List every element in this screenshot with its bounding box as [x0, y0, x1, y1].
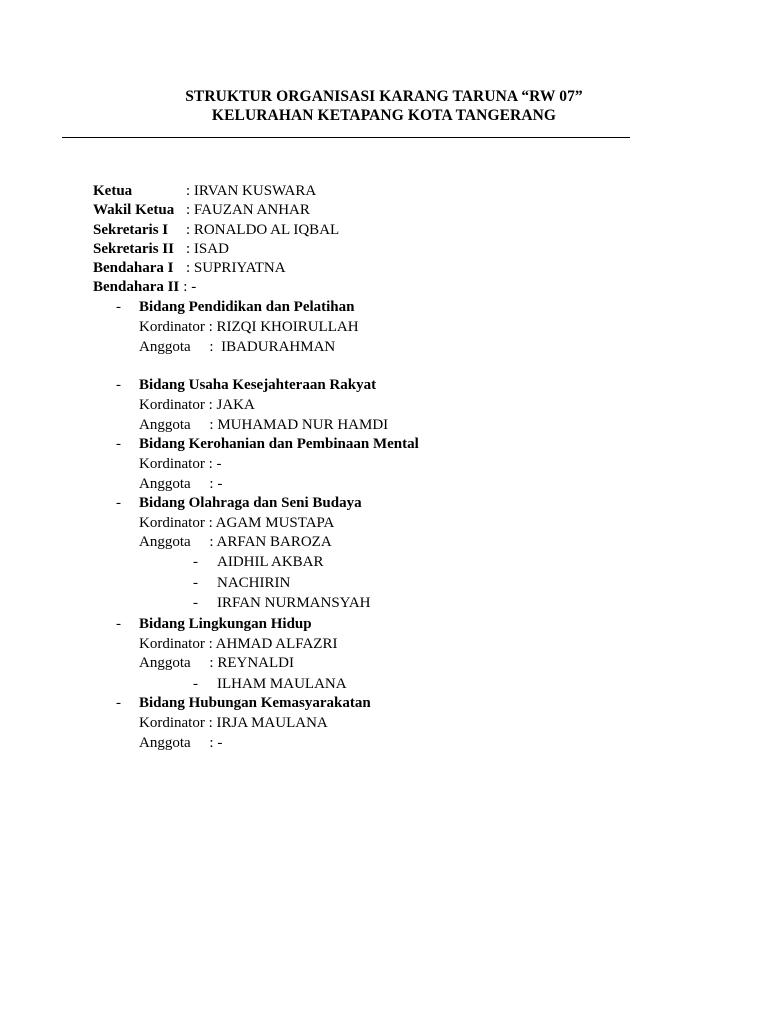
anggota-extra: IRFAN NURMANSYAH: [217, 595, 371, 611]
officer-label: Wakil Ketua: [93, 202, 175, 218]
list-bullet: -: [116, 377, 121, 393]
bidang-anggota: Anggota : IBADURAHMAN: [139, 339, 336, 355]
officer-label: Sekretaris II: [93, 241, 174, 257]
bidang-title: Bidang Pendidikan dan Pelatihan: [139, 299, 355, 315]
list-bullet: -: [193, 676, 198, 692]
bidang-koordinator: Kordinator : RIZQI KHOIRULLAH: [139, 319, 359, 335]
officer-value: : FAUZAN ANHAR: [186, 202, 310, 218]
document-subtitle: KELURAHAN KETAPANG KOTA TANGERANG: [211, 107, 557, 124]
officer-label: Bendahara I: [93, 260, 174, 276]
officer-row-bendahara-1: [93, 259, 286, 278]
officer-value: : ISAD: [186, 241, 229, 257]
bidang-koordinator: Kordinator : AGAM MUSTAPA: [139, 515, 335, 531]
bidang-title: Bidang Hubungan Kemasyarakatan: [139, 695, 371, 711]
bidang-koordinator: Kordinator : -: [139, 456, 222, 472]
officer-row-ketua: [93, 182, 316, 201]
list-bullet: -: [193, 554, 198, 570]
anggota-extra: AIDHIL AKBAR: [217, 554, 324, 570]
bidang-anggota: Anggota : -: [139, 735, 223, 751]
list-bullet: -: [116, 495, 121, 511]
bidang-title: Bidang Olahraga dan Seni Budaya: [139, 495, 362, 511]
officer-label: Bendahara II: [93, 279, 180, 295]
officer-row-sekretaris-1: [93, 221, 339, 240]
bidang-koordinator: Kordinator : JAKA: [139, 397, 255, 413]
bidang-title: Bidang Lingkungan Hidup: [139, 616, 312, 632]
officer-value: : -: [183, 279, 197, 295]
list-bullet: -: [193, 595, 198, 611]
officer-value: : RONALDO AL IQBAL: [186, 222, 340, 238]
bidang-koordinator: Kordinator : IRJA MAULANA: [139, 715, 328, 731]
bidang-anggota: Anggota : MUHAMAD NUR HAMDI: [139, 417, 389, 433]
officer-row-bendahara-2: [93, 278, 196, 297]
anggota-extra: ILHAM MAULANA: [217, 676, 347, 692]
list-bullet: -: [116, 436, 121, 452]
anggota-extra: NACHIRIN: [217, 575, 291, 591]
list-bullet: -: [116, 616, 121, 632]
bidang-anggota: Anggota : ARFAN BAROZA: [139, 534, 332, 550]
officer-row-sekretaris-2: [93, 240, 229, 259]
document-title: STRUKTUR ORGANISASI KARANG TARUNA “RW 07”: [185, 88, 583, 105]
bidang-title: Bidang Usaha Kesejahteraan Rakyat: [139, 377, 377, 393]
bidang-anggota: Anggota : REYNALDI: [139, 655, 294, 671]
bidang-title: Bidang Kerohanian dan Pembinaan Mental: [139, 436, 419, 452]
officer-row-wakil-ketua: [93, 201, 310, 220]
officer-label: Ketua: [93, 183, 133, 199]
officer-value: : SUPRIYATNA: [186, 260, 286, 276]
officer-value: : IRVAN KUSWARA: [186, 183, 317, 199]
list-bullet: -: [116, 695, 121, 711]
list-bullet: -: [193, 575, 198, 591]
officer-label: Sekretaris I: [93, 222, 169, 238]
bidang-anggota: Anggota : -: [139, 476, 223, 492]
bidang-koordinator: Kordinator : AHMAD ALFAZRI: [139, 636, 338, 652]
list-bullet: -: [116, 299, 121, 315]
title-divider: [62, 137, 630, 138]
